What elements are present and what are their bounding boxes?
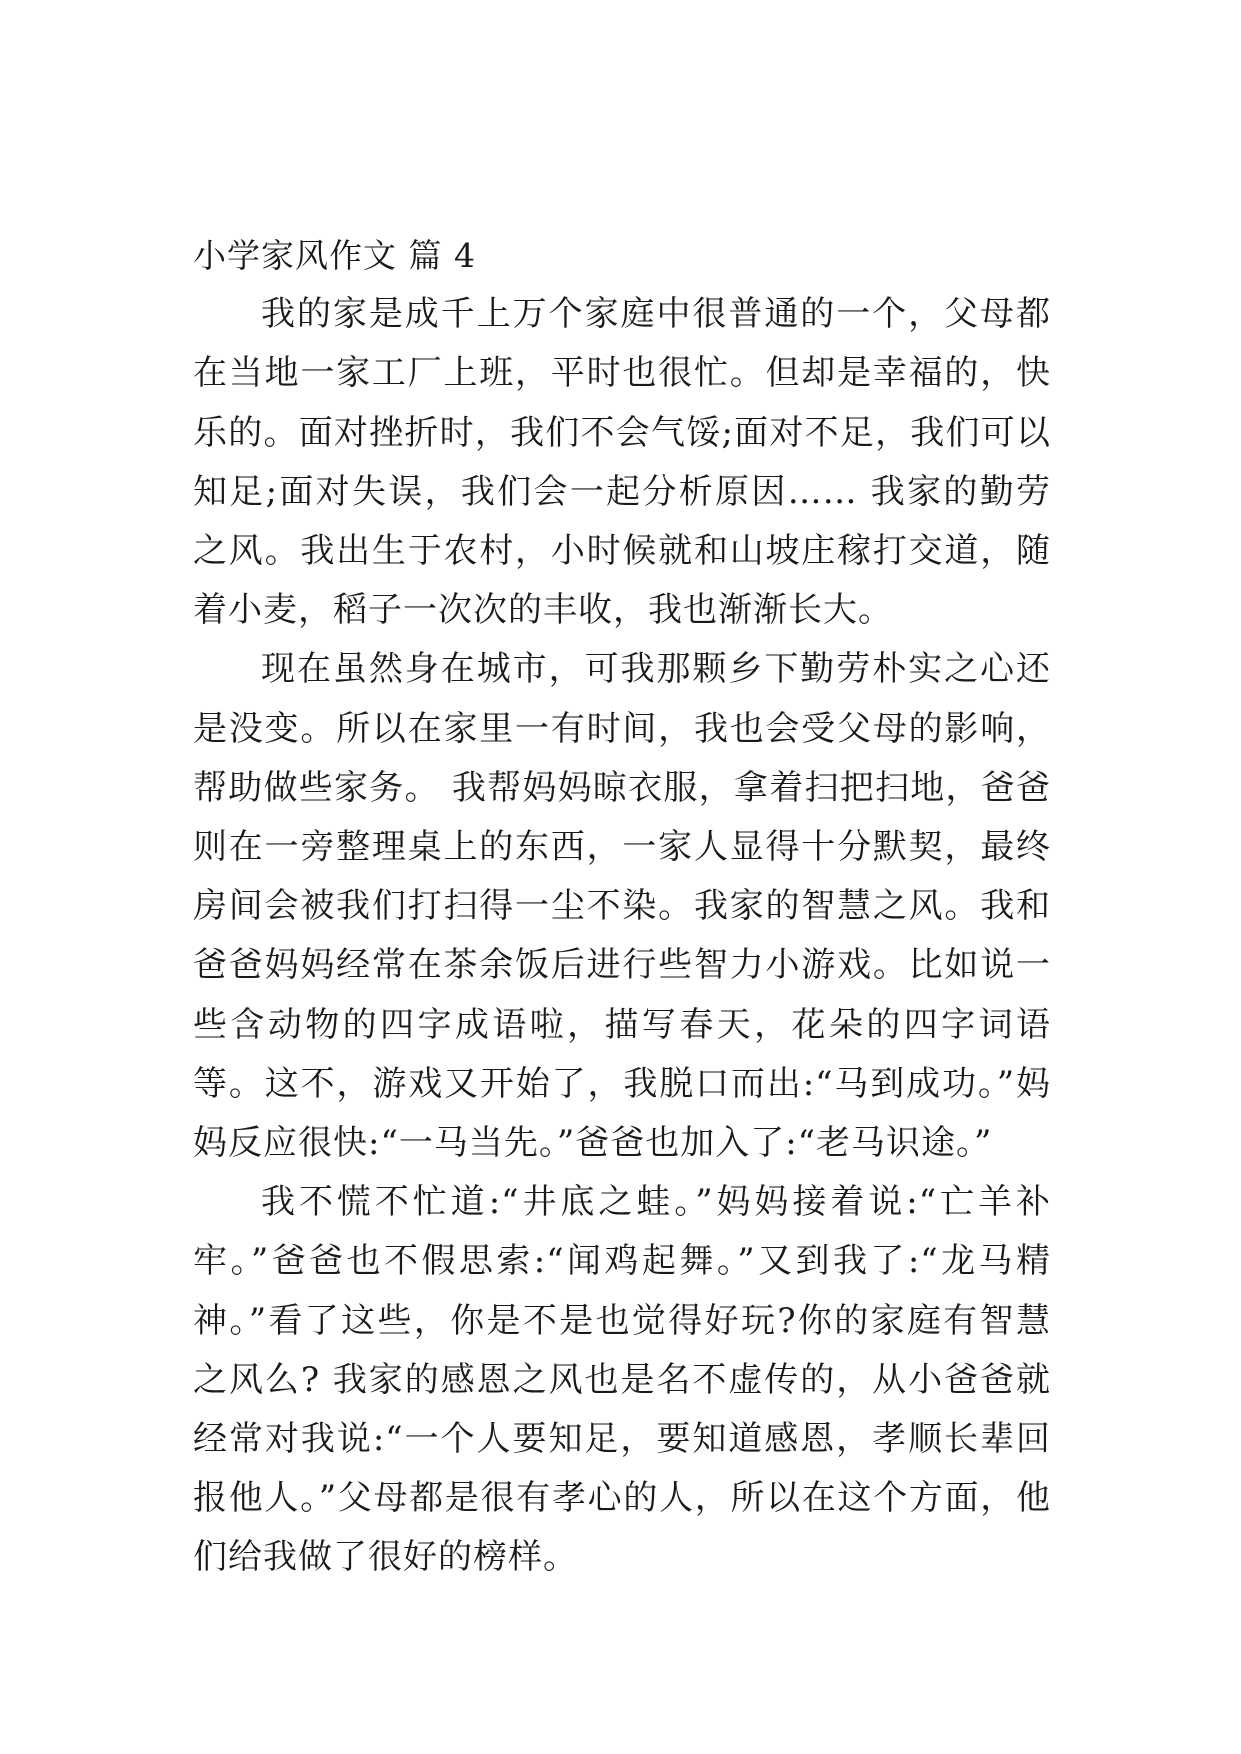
document-body [193,226,1051,1588]
paragraph-1: 我的家是成千上万个家庭中很普通的一个，父母都在当地一家工厂上班，平时也很忙。但却是幸福的，快乐的。面对挫折时，我们不会气馁;面对不足，我们可以知足;面对失误，我们会一起分析原因…… 我家的勤劳之风。我出生于农村，小时候就和山坡庄稼打交道，随着小麦，稻子一次次的丰收，我也渐渐长大。 [193,294,1051,631]
paragraph-3: 我不慌不忙道:“井底之蛙。”妈妈接着说:“亡羊补牢。”爸爸也不假思索:“闻鸡起舞。”又到我了:“龙马精神。”看了这些，你是不是也觉得好玩?你的家庭有智慧之风么? 我家的感恩之风也是名不虚传的，从小爸爸就经常对我说:“一个人要知足，要知道感恩，孝顺长辈回报他人。”父母都是很有孝心的人，所以在这个方面，他们给我做了很好的榜样。 [193,1182,1051,1578]
paragraph-2: 现在虽然身在城市，可我那颗乡下勤劳朴实之心还是没变。所以在家里一有时间，我也会受父母的影响，帮助做些家务。 我帮妈妈晾衣服，拿着扫把扫地，爸爸则在一旁整理桌上的东西，一家人显得十分默契，最终房间会被我们打扫得一尘不染。我家的智慧之风。我和爸爸妈妈经常在茶余饭后进行些智力小游戏。比如说一些含动物的四字成语啦，描写春天，花朵的四字词语等。这不，游戏又开始了，我脱口而出:“马到成功。”妈妈反应很快:“一马当先。”爸爸也加入了:“老马识途。” [193,649,1051,1164]
essay-title: 小学家风作文 篇 4 [193,236,476,275]
